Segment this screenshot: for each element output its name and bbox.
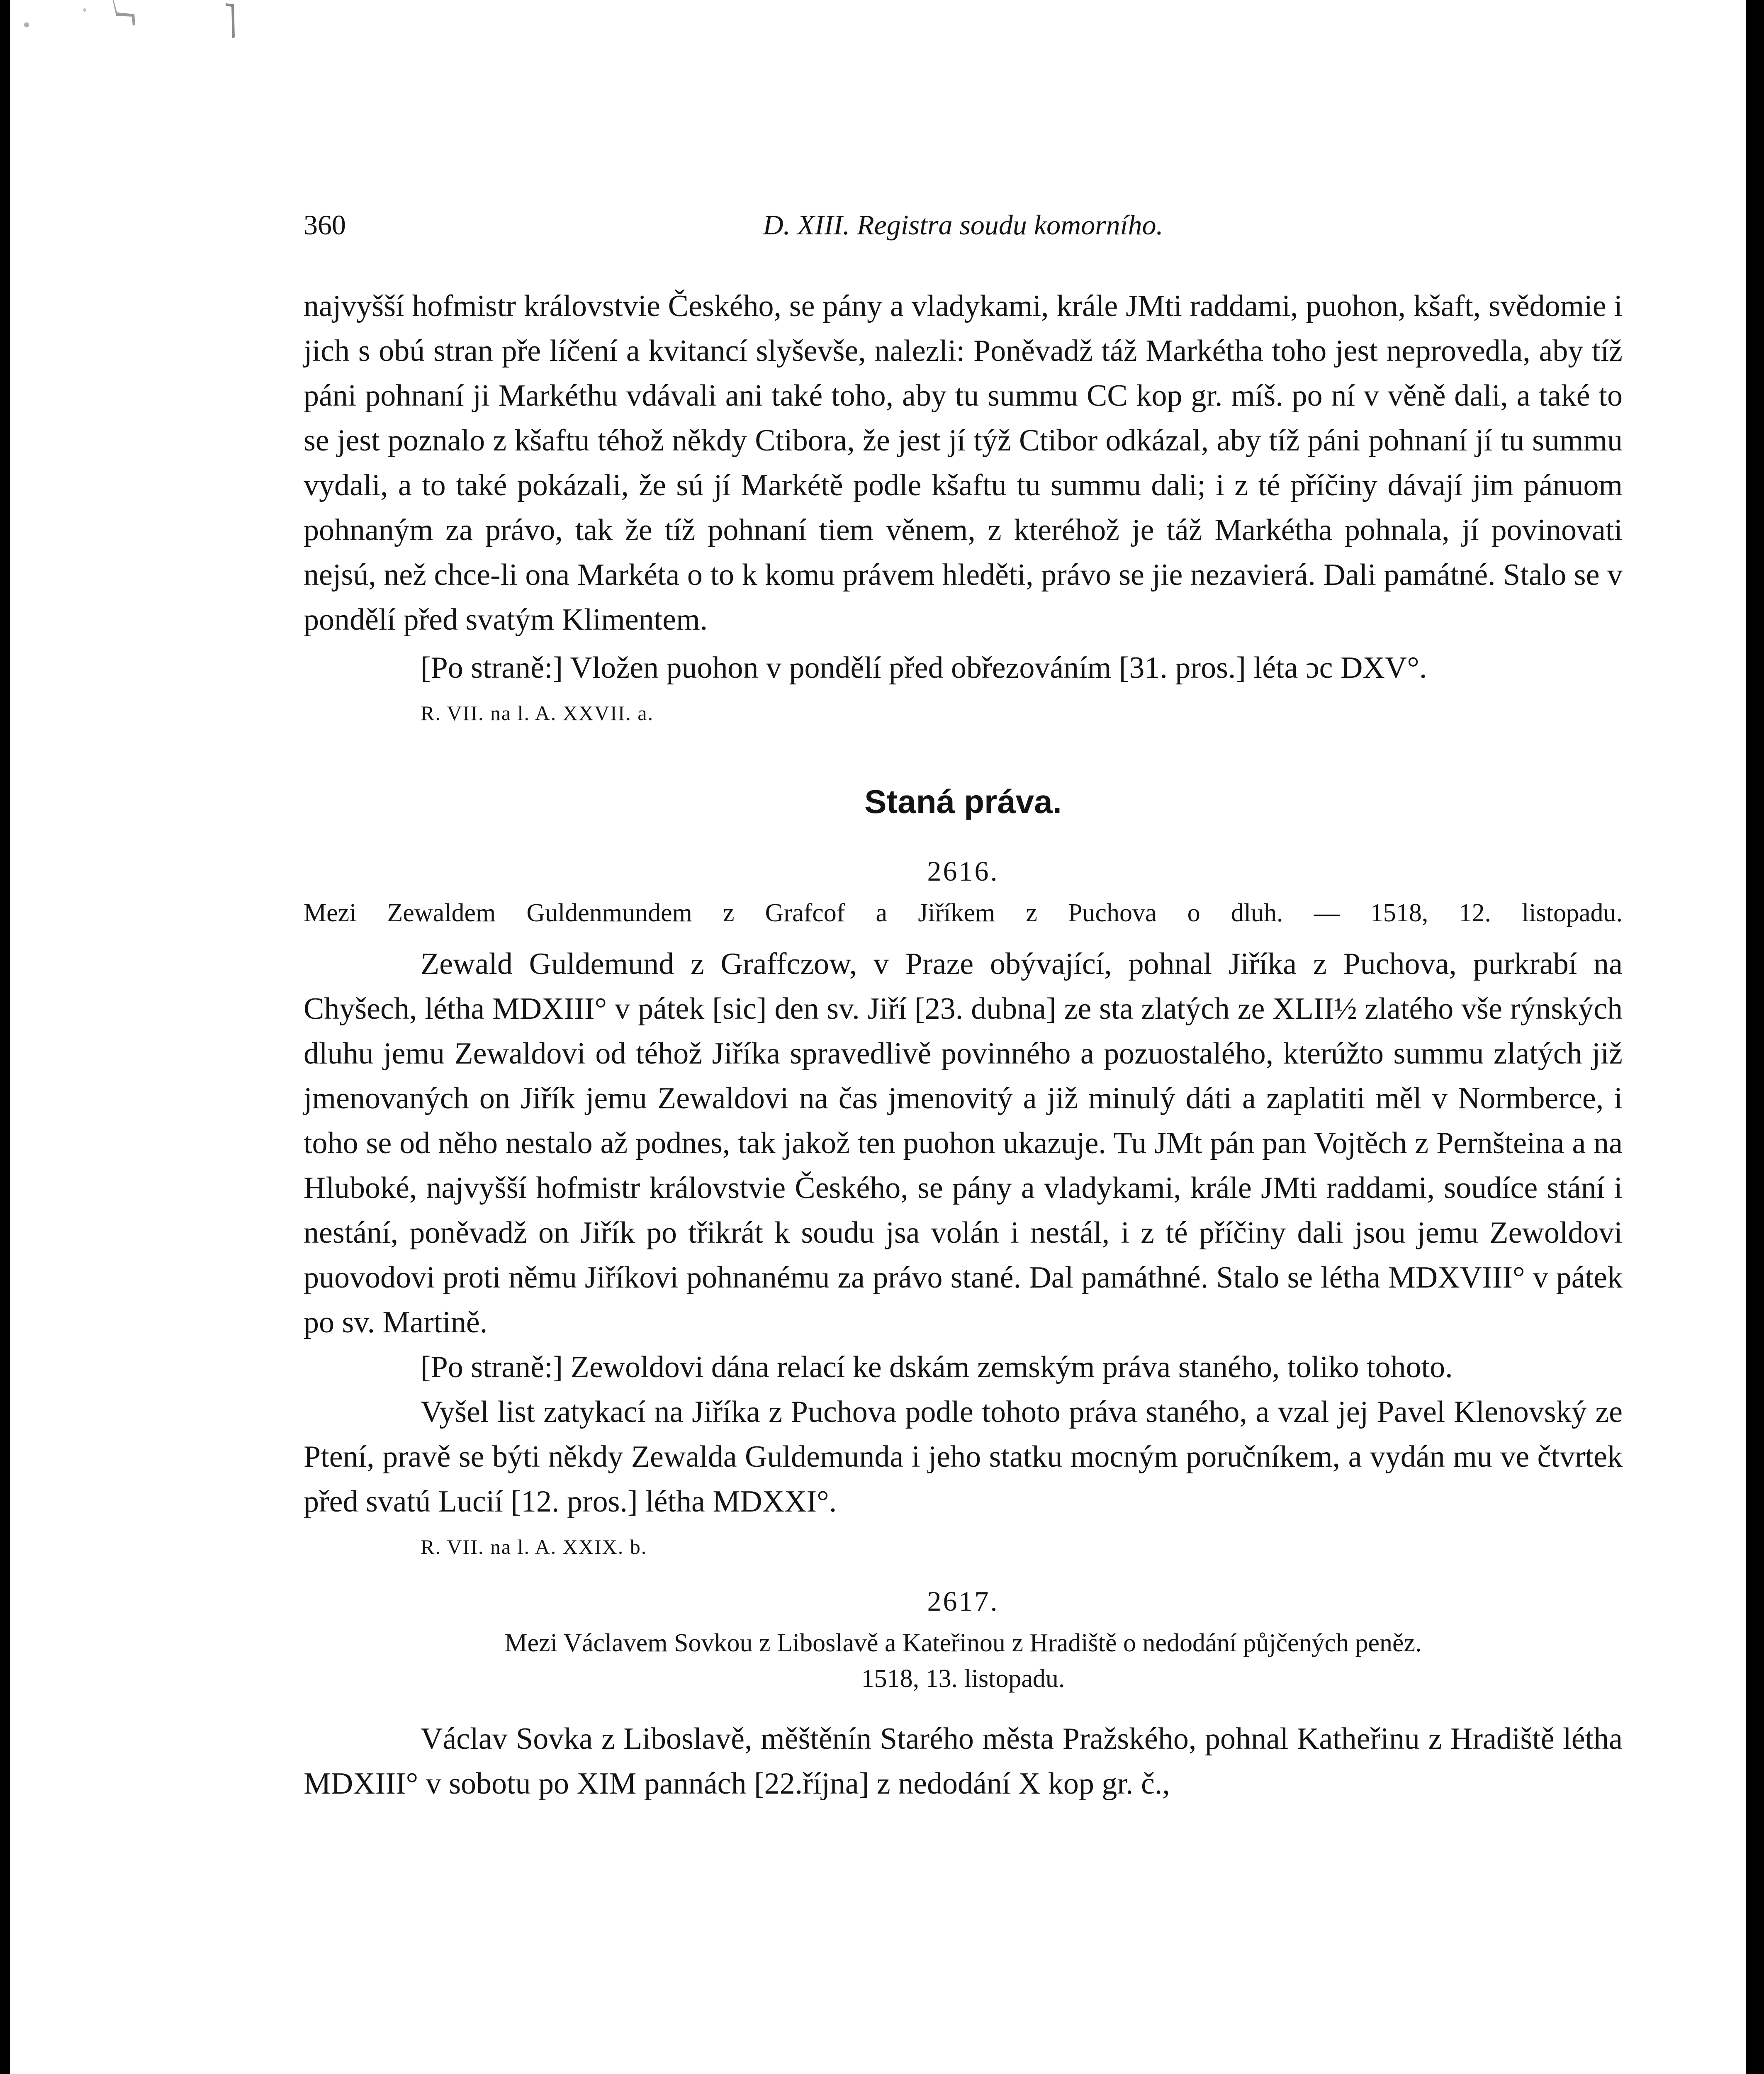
entry-paragraph: Vyšel list zatykací na Jiříka z Puchova podle tohoto práva staného, a vzal jej Pavel Klenovský ze Ptení, pravě se býti někdy Zewalda Guldemunda i jeho statku mocným poručníkem, a vydán mu ve čtvrtek před svatú Lucií [12. pros.] létha MDXXI°. [304, 1395, 1623, 1519]
running-title: D. XIII. Registra soudu komorního. [763, 209, 1163, 241]
scan-smudge-icon [10, 0, 259, 58]
marginal-note: [Po straně:] Vložen puohon v pondělí před obřezováním [31. pros.] léta ɔc DXV°. [421, 651, 1427, 685]
running-head [304, 204, 1623, 246]
section-heading: Staná práva. [864, 783, 1062, 820]
entry-paragraph: Zewald Guldemund z Graffczow, v Praze obývající, pohnal Jiříka z Puchova, purkrabí na Chyšech, létha MDXIII° v pátek [sic] den sv. Jiří [23. dubna] ze sta zlatých ze XLII½ zlatého vše rýnských dluhu jemu Zewaldovi od téhož Jiříka spravedlivě povinného a pozuostalého, kterúžto summu zlatých již jmenovaných on Jiřík jemu Zewaldovi na čas jmenovitý a již minulý dáti a zaplatiti měl v Normberce, i toho se od něho nestalo až podnes, tak jakož ten puohon ukazuje. Tu JMt pán pan Vojtěch z Pernšteina a na Hluboké, najvyšší hofmistr královstvie Českého, se pány a vladykami, krále JMti raddami, soudíce stání i nestání, poněvadž on Jiřík po třikrát k soudu jsa volán i nestál, i z té příčiny dali jsou jemu Zewoldovi puovodovi proti němu Jiříkovi pohnanému za právo stané. Dal památhné. Stalo se létha MDXVIII° v pátek po sv. Martině. [304, 947, 1623, 1339]
entry-paragraph: Václav Sovka z Liboslavě, měštěnín Starého města Pražského, pohnal Katheřinu z Hradiště létha MDXIII° v sobotu po XIM pannách [22.října] z nedodání X kop gr. č., [304, 1722, 1623, 1801]
entry-2616 [304, 850, 1623, 1564]
book-page [10, 0, 1746, 2074]
continuation-paragraph: najvyšší hofmistr královstvie Českého, se pány a vladykami, krále JMti raddami, puohon, kšaft, svědomie i jich s obú stran pře líčení a kvitancí slyševše, nalezli: Poněvadž táž Markétha toho jest neprovedla, aby tíž páni pohnaní ji Markéthu vdávali ani také toho, aby tu summu CC kop gr. míš. po ní v věně dali, a také to se jest poznalo z kšaftu téhož někdy Ctibora, že jest jí týž Ctibor odkázal, aby tíž páni pohnaní jí tu summu vydali, a to také pokázali, že sú jí Markétě podle kšaftu tu summu dali; i z té příčiny dávají jim pánuom pohnaným za právo, tak že tíž pohnaní tiem věnem, z kteréhož je táž Markétha pohnala, jí povinovati nejsú, než chce-li ona Markéta o to k komu právem hleděti, právo se jie nezavierá. Dali památné. Stalo se v pondělí před svatým Klimentem. [304, 289, 1623, 637]
page-number: 360 [304, 209, 346, 241]
source-reference: R. VII. na l. A. XXIX. b. [421, 1535, 647, 1558]
entry-number: 2616. [927, 855, 999, 887]
entry-summary: Mezi Václavem Sovkou z Liboslavě a Kateřinou z Hradiště o nedodání půjčených peněz. [504, 1629, 1422, 1657]
entry-summary: Mezi Zewaldem Guldenmundem z Grafcof a Jiříkem z Puchova o dluh. — 1518, 12. listopadu. [304, 899, 1623, 927]
scan-artifact-corner [10, 0, 259, 58]
marginal-note: [Po straně:] Zewoldovi dána relací ke dskám zemským práva staného, toliko tohoto. [421, 1350, 1453, 1384]
entry-2617 [304, 1580, 1623, 1806]
scan-border-right [1746, 0, 1764, 2074]
entry-number: 2617. [927, 1585, 999, 1617]
page-content [304, 204, 1623, 1806]
source-reference: R. VII. na l. A. XXVII. a. [421, 701, 654, 725]
entry-summary-date: 1518, 13. listopadu. [861, 1665, 1065, 1693]
